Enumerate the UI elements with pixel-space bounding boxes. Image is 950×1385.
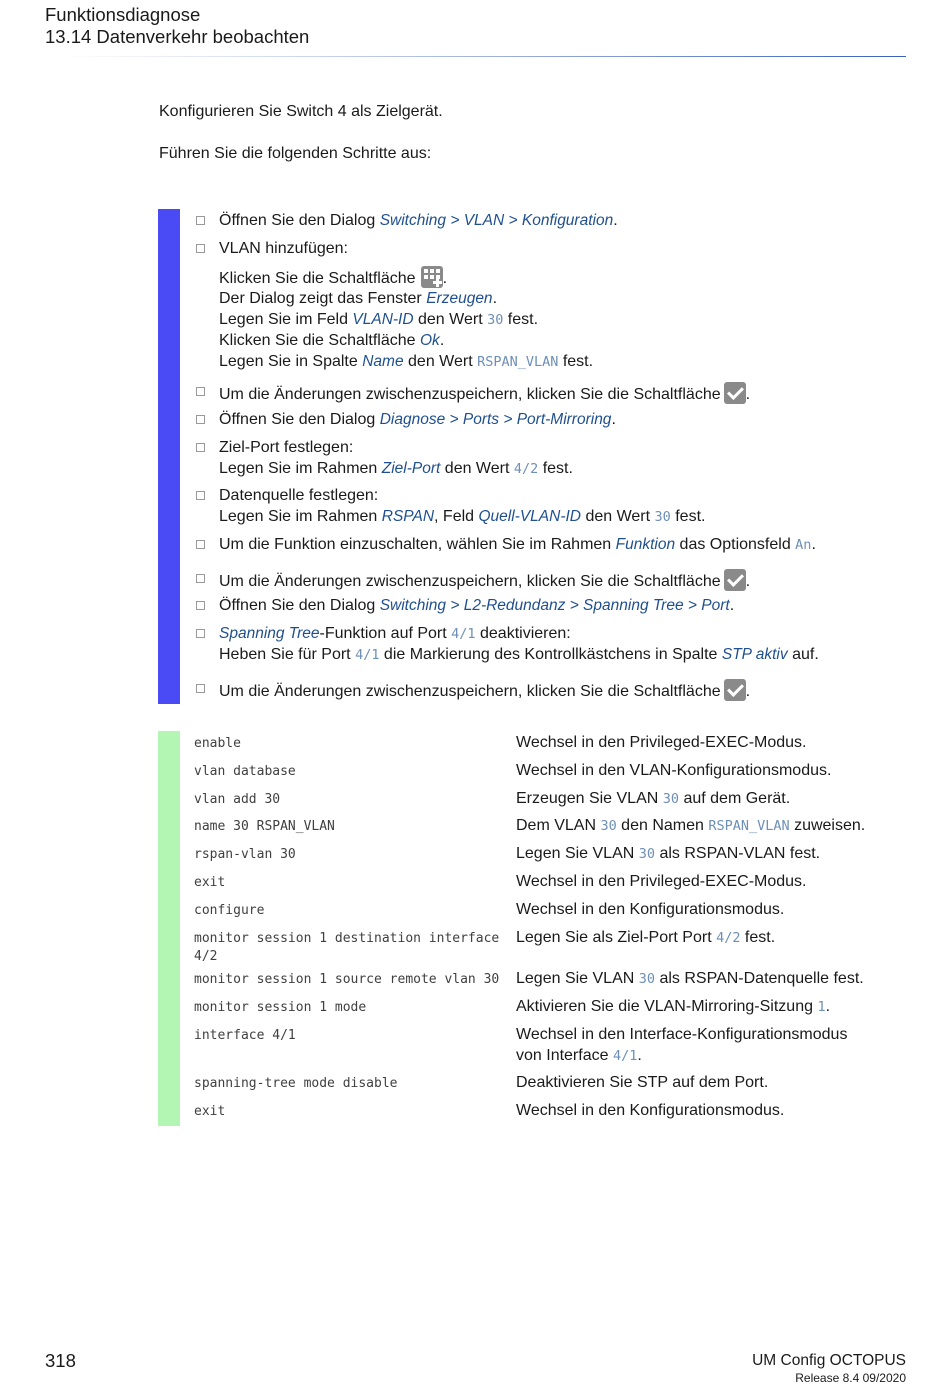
cli-command: enable [194,736,241,751]
step-save-2: Um die Änderungen zwischenzuspeichern, klicken Sie die Schaltfläche . [196,569,750,593]
cli-description: Wechsel in den Konfigurationsmodus. [516,901,785,918]
save-check-icon [724,679,746,701]
save-check-icon [724,382,746,404]
cli-command: vlan add 30 [194,792,281,807]
cli-command: monitor session 1 source remote vlan 30 [194,972,500,987]
cli-description: Aktivieren Sie die VLAN-Mirroring-Sitzung 1. [516,998,831,1015]
step-open-spanning-tree-port: Öffnen Sie den Dialog Switching > L2-Redundanz > Spanning Tree > Port. [196,596,734,617]
step-checkbox [196,415,205,424]
save-check-icon [724,569,746,591]
step-set-destination-port: Ziel-Port festlegen: Legen Sie im Rahmen Ziel-Port den Wert 4/2 fest. [196,438,573,479]
cli-description: Wechsel in den VLAN-Konfigurationsmodus. [516,762,832,779]
intro-instruction: Führen Sie die folgenden Schritte aus: [159,145,432,162]
cli-description: Deaktivieren Sie STP auf dem Port. [516,1074,769,1091]
cli-command: interface 4/1 [194,1028,296,1043]
cli-command: monitor session 1 mode [194,1000,367,1015]
cli-description: Erzeugen Sie VLAN 30 auf dem Gerät. [516,790,791,807]
section-title: 13.14 Datenverkehr beobachten [45,26,310,47]
cli-description: Legen Sie VLAN 30 als RSPAN-Datenquelle fest. [516,970,864,987]
cli-description: Wechsel in den Privileged-EXEC-Modus. [516,873,807,890]
intro-text: Konfigurieren Sie Switch 4 als Zielgerät. [159,103,443,120]
step-checkbox [196,684,205,693]
step-save-3: Um die Änderungen zwischenzuspeichern, klicken Sie die Schaltfläche . [196,679,750,703]
step-enable-function: Um die Funktion einzuschalten, wählen Sie im Rahmen Funktion das Optionsfeld An. [196,535,816,556]
step-disable-spanning-tree: Spanning Tree-Funktion auf Port 4/1 deaktivieren: Heben Sie für Port 4/1 die Markierung des Kontrollkästchens in Spalte STP aktiv auf. [196,624,819,665]
chapter-title: Funktionsdiagnose [45,4,201,25]
cli-description: Wechsel in den Konfigurationsmodus. [516,1102,785,1119]
add-table-icon [421,266,443,288]
release-info: Release 8.4 09/2020 [795,1371,906,1385]
cli-description: Dem VLAN 30 den Namen RSPAN_VLAN zuweisen. [516,817,866,834]
cli-command: configure [194,903,265,918]
cli-command: monitor session 1 destination interface 4/2 [194,931,500,964]
cli-description: Wechsel in den Interface-Konfigurationsmodus von Interface 4/1. [516,1026,848,1064]
cli-command: exit [194,1104,226,1119]
page-number: 318 [45,1350,76,1371]
step-checkbox [196,540,205,549]
cli-description: Wechsel in den Privileged-EXEC-Modus. [516,734,807,751]
step-checkbox [196,629,205,638]
cli-command: rspan-vlan 30 [194,847,296,862]
cli-command: exit [194,875,226,890]
step-set-source: Datenquelle festlegen: Legen Sie im Rahmen RSPAN, Feld Quell-VLAN-ID den Wert 30 fest. [196,486,705,527]
step-checkbox [196,443,205,452]
step-open-port-mirroring: Öffnen Sie den Dialog Diagnose > Ports > Port-Mirroring. [196,410,616,431]
step-checkbox [196,244,205,253]
cli-command: name 30 RSPAN_VLAN [194,819,335,834]
step-checkbox [196,216,205,225]
ui-path: Switching > VLAN > Konfiguration [379,212,614,229]
cli-description: Legen Sie als Ziel-Port Port 4/2 fest. [516,929,776,946]
step-save-1: Um die Änderungen zwischenzuspeichern, klicken Sie die Schaltfläche . [196,382,750,406]
step-checkbox [196,601,205,610]
cli-command: spanning-tree mode disable [194,1076,398,1091]
step-checkbox [196,387,205,396]
cli-description: Legen Sie VLAN 30 als RSPAN-VLAN fest. [516,845,821,862]
document-title: UM Config OCTOPUS [752,1352,906,1369]
step-checkbox [196,574,205,583]
cli-command: vlan database [194,764,296,779]
step-open-vlan-dialog: Öffnen Sie den Dialog Switching > VLAN > Konfiguration. [196,211,618,232]
step-add-vlan: VLAN hinzufügen: Klicken Sie die Schaltfläche . Der Dialog zeigt das Fenster Erzeugen. Legen Sie im Feld VLAN-ID den Wert 30 fest. Klicken Sie die Schaltfläche Ok. Legen Sie in Spalte Name den Wert RSPAN_VLAN fest. [196,239,593,372]
header-divider [60,56,906,57]
gui-steps-bar [158,209,180,704]
cli-steps-bar [158,731,180,1126]
step-checkbox [196,491,205,500]
